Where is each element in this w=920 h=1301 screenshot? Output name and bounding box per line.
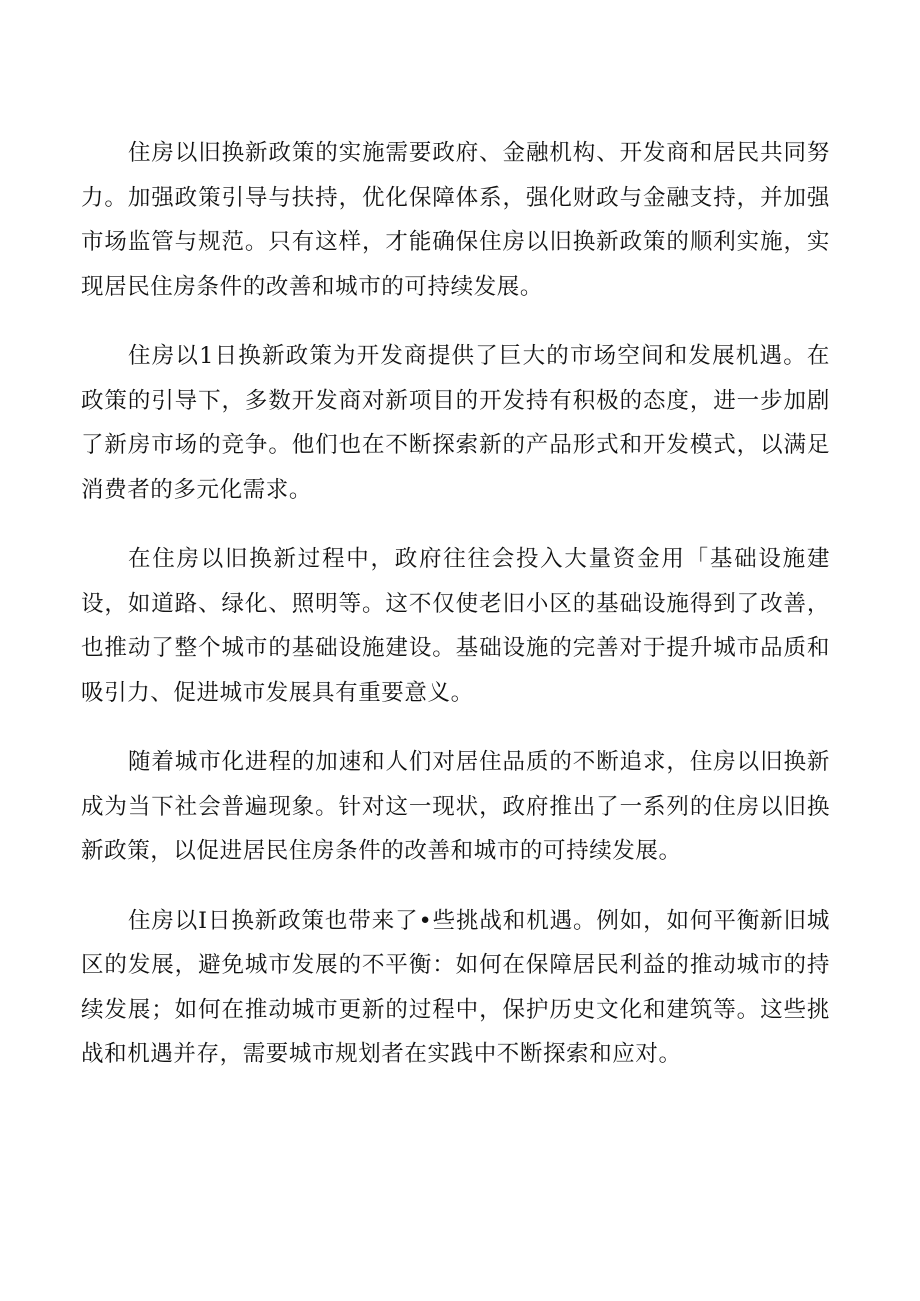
paragraph-5: 住房以I日换新政策也带来了•些挑战和机遇。例如，如何平衡新旧城区的发展，避免城市发展的不平衡：如何在保障居民利益的推动城市的持续发展；如何在推动城市更新的过程中，保护历史文化和建筑等。这些挑战和机遇并存，需要城市规划者在实践中不断探索和应对。 [81,907,830,1067]
paragraph-3: 在住房以旧换新过程中，政府往往会投入大量资金用「基础设施建设，如道路、绿化、照明等。这不仅使老旧小区的基础设施得到了改善，也推动了整个城市的基础设施建设。基础设施的完善对于提升城市品质和吸引力、促进城市发展具有重要意义。 [81,546,830,706]
paragraph-4: 随着城市化进程的加速和人们对居住品质的不断追求，住房以旧换新成为当下社会普遍现象。针对这一现状，政府推出了一系列的住房以旧换新政策，以促进居民住房条件的改善和城市的可持续发展。 [81,749,830,864]
paragraph-1: 住房以旧换新政策的实施需要政府、金融机构、开发商和居民共同努力。加强政策引导与扶持，优化保障体系，强化财政与金融支持，并加强市场监管与规范。只有这样，才能确保住房以旧换新政策的顺利实施，实现居民住房条件的改善和城市的可持续发展。 [81,140,830,300]
paragraph-2: 住房以1日换新政策为开发商提供了巨大的市场空间和发展机遇。在政策的引导下，多数开发商对新项目的开发持有积极的态度，进一步加剧了新房市场的竞争。他们也在不断探索新的产品形式和开发模式，以满足消费者的多元化需求。 [81,343,830,503]
